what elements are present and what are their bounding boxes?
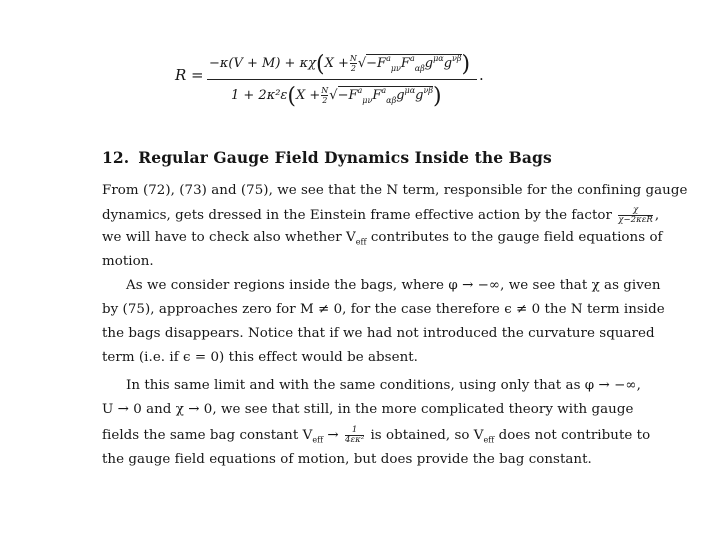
radicand-text: −F xyxy=(366,56,387,71)
p3-frac-num: 1 xyxy=(345,426,364,436)
p3-bag-constant-fraction xyxy=(345,426,364,445)
den-right-paren: ) xyxy=(432,84,442,109)
p1-line3 xyxy=(102,230,663,247)
den-radicand-text: −F xyxy=(337,88,358,103)
p3-line3-arrow: → xyxy=(323,428,344,443)
p1-line4: motion. xyxy=(102,254,154,269)
p1-line1: From (72), (73) and (75), we see that the N term, responsible for the confining gauge xyxy=(102,183,688,198)
p3-line2: U → 0 and χ → 0, we see that still, in the more complicated theory with gauge xyxy=(102,402,634,417)
p3-line4: the gauge field equations of motion, but does provide the bag constant. xyxy=(102,452,592,467)
equation-numerator xyxy=(209,52,470,77)
fraction-bar xyxy=(207,79,477,80)
equation-denominator xyxy=(231,84,442,109)
p1-line3-rest: contributes to the gauge field equations of xyxy=(366,230,663,245)
denominator-prefix: 1 + 2κ²ε xyxy=(231,88,288,103)
p3-line3-d: does not contribute to xyxy=(494,428,651,443)
denominator-x: X + xyxy=(296,88,321,103)
den-frac-n: N xyxy=(321,86,329,95)
p1-line3-sub: eff xyxy=(355,237,367,247)
p1-line2-comma: , xyxy=(654,208,660,223)
p2-line1: As we consider regions inside the bags, where φ → −∞, we see that χ as given xyxy=(126,278,661,293)
left-paren: ( xyxy=(315,52,325,77)
p3-frac-den: 4εκ² xyxy=(345,435,365,445)
equation-lhs: R = xyxy=(175,66,204,84)
p1-factor-fraction xyxy=(618,206,653,225)
p3-line3-c: is obtained, so V xyxy=(366,428,484,443)
p2-line4: term (i.e. if ϵ = 0) this effect would be absent. xyxy=(102,350,418,365)
p2-line2: by (75), approaches zero for M ≠ 0, for the case therefore ϵ ≠ 0 the N term inside xyxy=(102,302,665,317)
radicand: $-F^a_{\mu\nu}F^a_{\alpha\beta}g^{\mu\alpha}g^{\nu\beta}$ xyxy=(366,54,462,73)
p3-line3-sub: eff xyxy=(312,435,324,445)
p2-line3: the bags disappears. Notice that if we had not introduced the curvature squared xyxy=(102,326,655,341)
numerator-n-over-2 xyxy=(350,54,357,73)
sqrt-sign: √ xyxy=(357,56,367,71)
section-number: 12. xyxy=(102,148,130,167)
denominator-n-over-2 xyxy=(321,86,328,105)
p3-line1: In this same limit and with the same conditions, using only that as φ → −∞, xyxy=(126,378,641,393)
frac-d: 2 xyxy=(350,64,356,73)
den-left-paren: ( xyxy=(287,84,297,109)
den-radicand: $-F^a_{\mu\nu}F^a_{\alpha\beta}g^{\mu\alpha}g^{\nu\beta}$ xyxy=(337,86,433,105)
p3-line3 xyxy=(102,426,650,445)
p3-line3-sub2: eff xyxy=(483,435,495,445)
p1-line3-text: we will have to check also whether V xyxy=(102,230,356,245)
equation-R xyxy=(175,44,495,110)
p3-line3-a: fields the same bag constant V xyxy=(102,428,313,443)
p1-line2 xyxy=(102,206,659,225)
section-title: Regular Gauge Field Dynamics Inside the Bags xyxy=(138,148,552,167)
equation-period: . xyxy=(479,66,484,84)
den-sqrt-sign: √ xyxy=(329,88,338,103)
section-heading xyxy=(102,148,552,167)
numerator-x: X + xyxy=(324,56,349,71)
frac-n: N xyxy=(349,54,357,63)
p1-line2-text: dynamics, gets dressed in the Einstein frame effective action by the factor xyxy=(102,208,612,223)
numerator-prefix: −κ(V + M) + κχ xyxy=(209,56,316,71)
right-paren: ) xyxy=(461,52,471,77)
p1-factor-den: χ−2κεR xyxy=(618,215,653,225)
p1-factor-num: χ xyxy=(618,206,653,216)
den-frac-d: 2 xyxy=(322,96,328,105)
